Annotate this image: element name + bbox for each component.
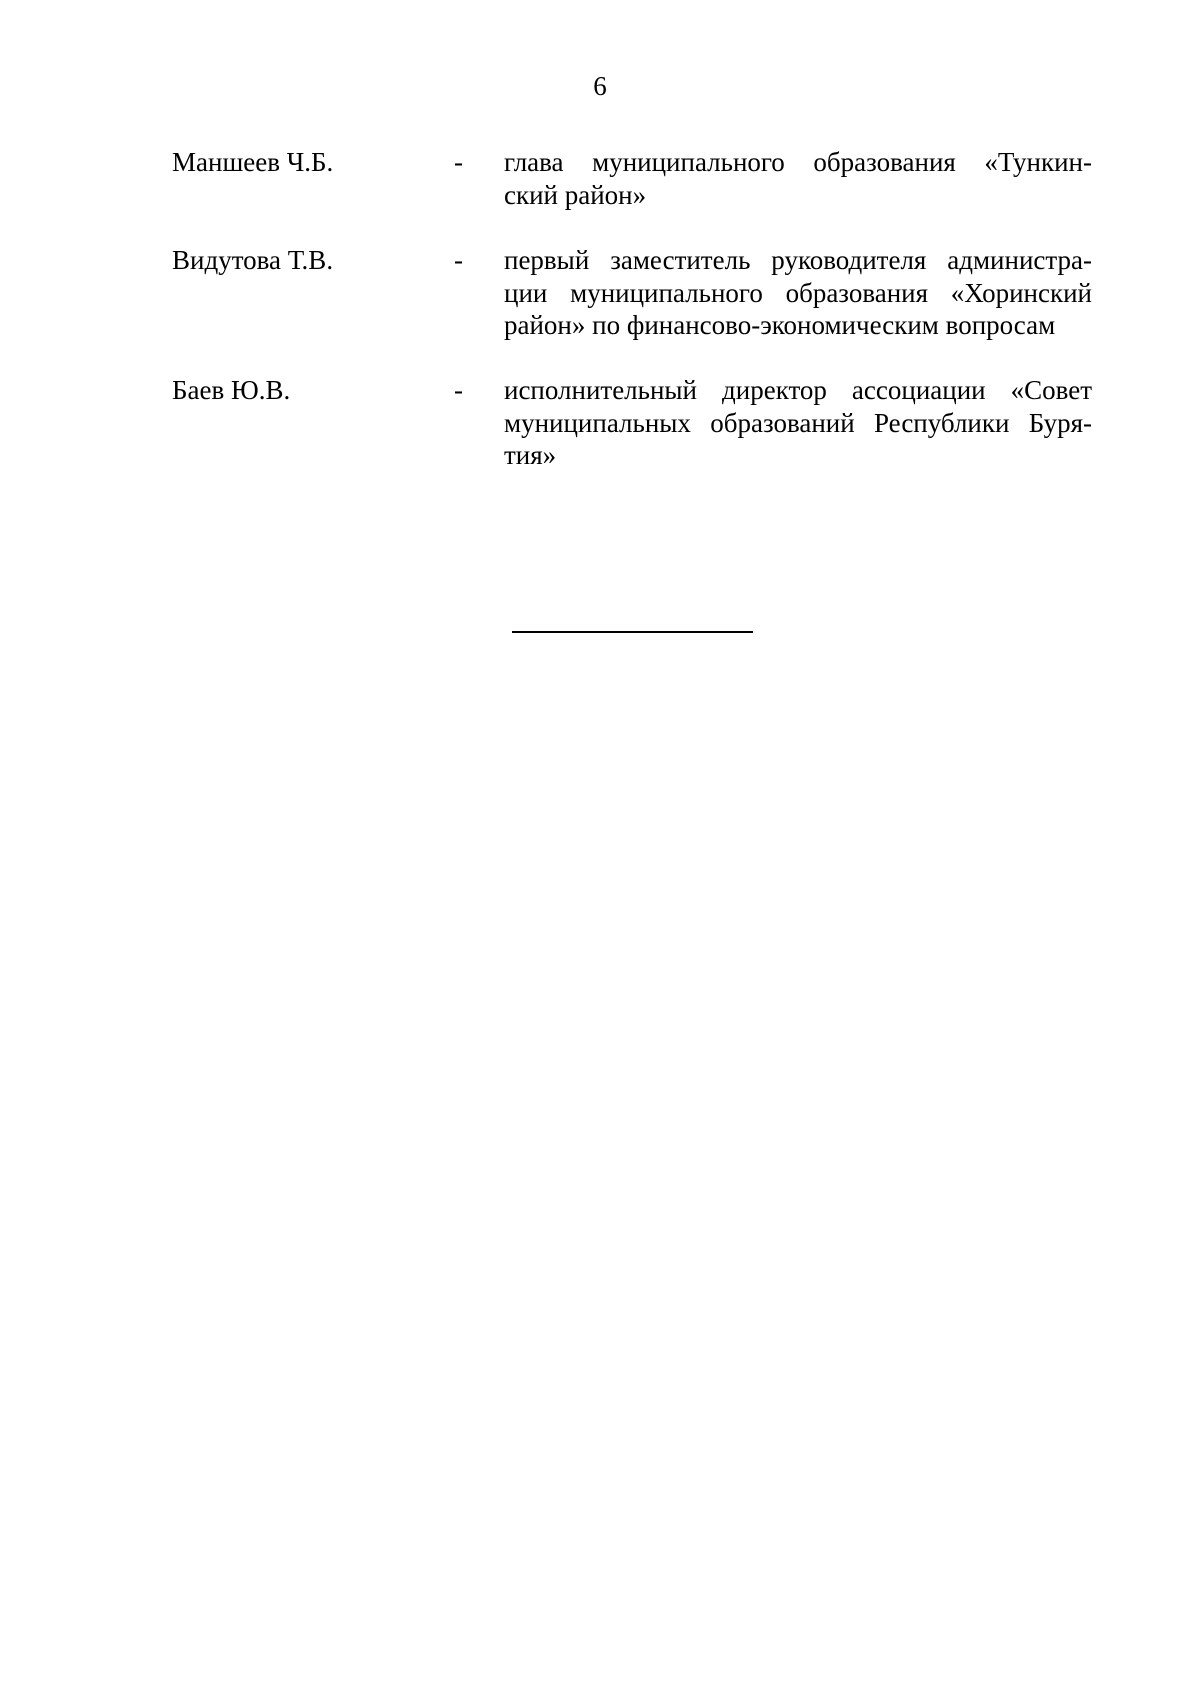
member-name: Маншеев Ч.Б. bbox=[172, 147, 334, 177]
position-line: ский район» bbox=[504, 179, 647, 210]
member-name: Баев Ю.В. bbox=[172, 375, 291, 405]
member-position bbox=[504, 244, 1092, 342]
position-line: район» по финансово-экономическим вопросам bbox=[504, 310, 1056, 340]
position-line: тия» bbox=[504, 440, 557, 470]
end-of-list-rule bbox=[512, 631, 753, 633]
position-line: ции муниципального образования «Хоринский bbox=[504, 277, 1092, 308]
member-dash: - bbox=[454, 375, 463, 405]
position-line: глава муниципального образования «Тункин- bbox=[504, 147, 1092, 177]
position-line: муниципальных образований Республики Буря- bbox=[504, 407, 1092, 438]
position-line: исполнительный директор ассоциации «Совет bbox=[504, 375, 1092, 405]
member-position bbox=[504, 374, 1092, 472]
member-position bbox=[504, 146, 1092, 211]
member-name: Видутова Т.В. bbox=[172, 245, 334, 275]
member-dash: - bbox=[454, 147, 463, 177]
page-number: 6 bbox=[593, 71, 607, 101]
member-dash: - bbox=[454, 245, 463, 275]
position-line: первый заместитель руководителя администра- bbox=[504, 245, 1092, 275]
